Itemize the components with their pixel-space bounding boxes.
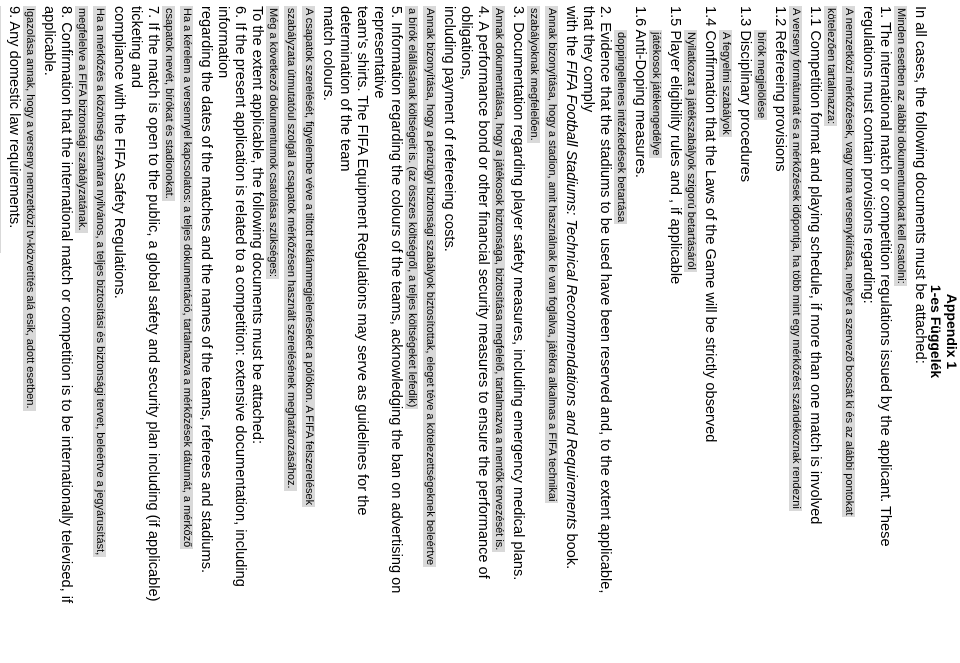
item-1-hu-line-2: kötelezően tartalmazza: [825, 8, 837, 125]
item-4-hu-line-1: Annak bizonyítása, hogy a pénzügyi biztonsági szabályok biztosítottak, eleget téve a kötelezettségeknek beleértve [424, 8, 436, 566]
item-1-4 [683, 6, 718, 657]
item-1-line-1: 1. The international match or competition regulations issued by the applicant. These [877, 6, 893, 547]
item-2-line-3-pre: with the [563, 6, 579, 61]
item-3-hu: Annak dokumentálása, hogy a játékosok biztonsága, biztosítása megfelelő, tartalmazva a mentők tervezését is. [493, 8, 505, 551]
item-5-line-2: representative [371, 6, 387, 99]
item-1-6-text: 1.6 Anti-Doping measures. [632, 6, 648, 178]
item-4-line-2: obligations, [458, 6, 474, 80]
item-1-2-hu: bírók megjelölése [755, 32, 767, 119]
item-7-line-2: ticketing and [128, 6, 144, 88]
item-1-6-hu: doppingellenes intézkedések betartása [615, 32, 627, 223]
appendix-title-hu: 1-es Függelék [928, 284, 944, 379]
item-1-4-hu: Nyilatkozat a játékszabályok szigorú betartásáról [685, 32, 697, 270]
extent-text: To the extent applicable, the following documents must be attached: [249, 6, 265, 445]
item-1-3 [718, 6, 753, 657]
item-7-line-1: 7. If the match is open to the public, a global safety and security plan including (if applicable) [145, 6, 161, 602]
item-2-hu-line-2: szabályoknak megfelelően. [528, 8, 540, 141]
item-1-5 [648, 6, 683, 657]
item-6 [161, 6, 248, 657]
item-9-hu [0, 6, 1, 253]
item-8-hu: Igazolása annak, hogy a verseny nemzetközi tv-közvetítés alá esik, adott esetben. [24, 8, 36, 409]
item-4-hu-line-2: a bírók elállásának költségeit is. (az összes költségről, a teljes költségeket lefedik) [406, 8, 418, 408]
item-2-line-3 [562, 6, 579, 657]
item-9-text: 9. Any domestic law requirements. [6, 6, 22, 229]
item-5-line-3: team's shirts. The FIFA Equipment Regulations may serve as guidelines for the [354, 6, 370, 516]
item-1-1-hu: A verseny formátumát és a mérkőzések időpontja, ha több mint egy mérkőzést szándékoznak rendezni [790, 8, 802, 509]
item-1-4-text: 1.4 Confirmation that the Laws of the Game will be strictly observed [702, 6, 718, 443]
intro-text-hu: Minden esetben az alábbi dokumentumokat kell csatolni: [895, 8, 907, 284]
item-6-hu-line-1: Ha a kérelem a versennyel kapcsolatos: a teljes dokumentáció, tartalmazva a mérkőzések dátumát, a mérkőző [181, 8, 193, 548]
item-2-line-3-post: book. [563, 529, 579, 570]
item-3-text: 3. Documentation regarding player safety measures, including emergency medical plans. [510, 6, 526, 581]
item-1-5-text: 1.5 Player eligibility rules and , if applicable [667, 6, 683, 285]
item-5-line-4: determination of the team [337, 6, 353, 172]
item-2-hu-line-1: Annak bizonyítása, hogy a stadion, amit használnak le van foglalva, játékra alkalmas a FIFA technikai [546, 8, 558, 502]
extent-block [248, 6, 283, 657]
item-1-1 [788, 6, 823, 657]
item-1-2 [753, 6, 788, 657]
item-2-line-1: 2. Evidence that the stadiums to be used have been reserved and, to the extent applicable, [597, 6, 613, 594]
item-1-2-text: 1.2 Refereeing provisions [772, 6, 788, 172]
item-1-1-text: 1.1 Competition format and playing schedule, if more than one match is involved [807, 6, 823, 525]
item-1-3-text: 1.3 Disciplinary procedures [737, 6, 753, 183]
item-9 [0, 6, 22, 657]
item-5 [283, 6, 404, 657]
item-1-6 [613, 6, 648, 657]
item-7-hu-line-2: megfelelve a FIFA biztonsági szabályzatának. [76, 8, 88, 231]
item-8-line-1: 8. Confirmation that the international match or competition is to be internationally televised, if [58, 6, 74, 604]
item-5-line-5: match colours. [320, 6, 336, 101]
item-2 [526, 6, 613, 657]
item-1 [823, 6, 893, 657]
item-2-line-2: that they comply [580, 6, 596, 113]
item-6-hu-line-2: csapatok nevét, bírókat és stadionokat. [163, 8, 175, 199]
item-6-line-3: regarding the dates of the matches and the names of the teams, referees and stadiums. [198, 6, 214, 574]
item-6-line-2: information [215, 6, 231, 79]
extent-hu: Még a következő dokumentumok csatolása szükséges: [267, 8, 279, 278]
intro-block [893, 6, 928, 657]
item-6-line-1: 6. If the present application is related to a competition: extensive documentation, including [232, 6, 248, 587]
item-1-5-hu: játékosok játékengedélye [650, 32, 662, 156]
item-7-hu-line-1: Ha a mérkőzés a közönség számára nyilvános, a teljes biztosítási és biztonsági tervet, beleértve a jegyárusítást, [94, 8, 106, 556]
item-5-hu-line-2: szabályzata útmutatóul szolgál a csapatok mérkőzésen használt szerelésének meghatározásához. [285, 8, 297, 489]
item-8 [22, 6, 74, 657]
item-8-line-2: applicable. [41, 6, 57, 76]
item-7-line-3: compliance with the FIFA Safety Regulations. [111, 6, 127, 299]
item-5-line-1: 5. Information regarding the colours of the teams, acknowledging the ban on advertising on [388, 6, 404, 594]
item-1-line-2: regulations must contain provisions regarding: [860, 6, 876, 304]
fifa-stadiums-book-title: FIFA Football Stadiums: Technical Recommendations and Requirements [563, 60, 579, 530]
item-1-hu-line-1: A nemzetközi mérkőzések, vagy torna versenykiírása, melyet a szervező bocsát ki és az alábbi pontokat [843, 8, 855, 516]
item-5-hu-line-1: A csapatok szerelését, figyelembe véve a tiltott reklámmegjelenéseket a pólókon. A FIFA felszerelések [303, 8, 315, 506]
appendix-title: Appendix 1 [944, 293, 960, 370]
intro-text: In all cases, the following documents must be attached: [912, 6, 928, 364]
item-3 [491, 6, 526, 657]
item-7 [74, 6, 161, 657]
item-1-3-hu: A fegyelmi szabályok [720, 32, 732, 135]
item-4 [404, 6, 491, 657]
item-4-line-1: 4. A performance bond or other financial security measures to ensure the performance of [475, 6, 491, 579]
item-4-line-3: including payment of refereeing costs. [441, 6, 457, 252]
